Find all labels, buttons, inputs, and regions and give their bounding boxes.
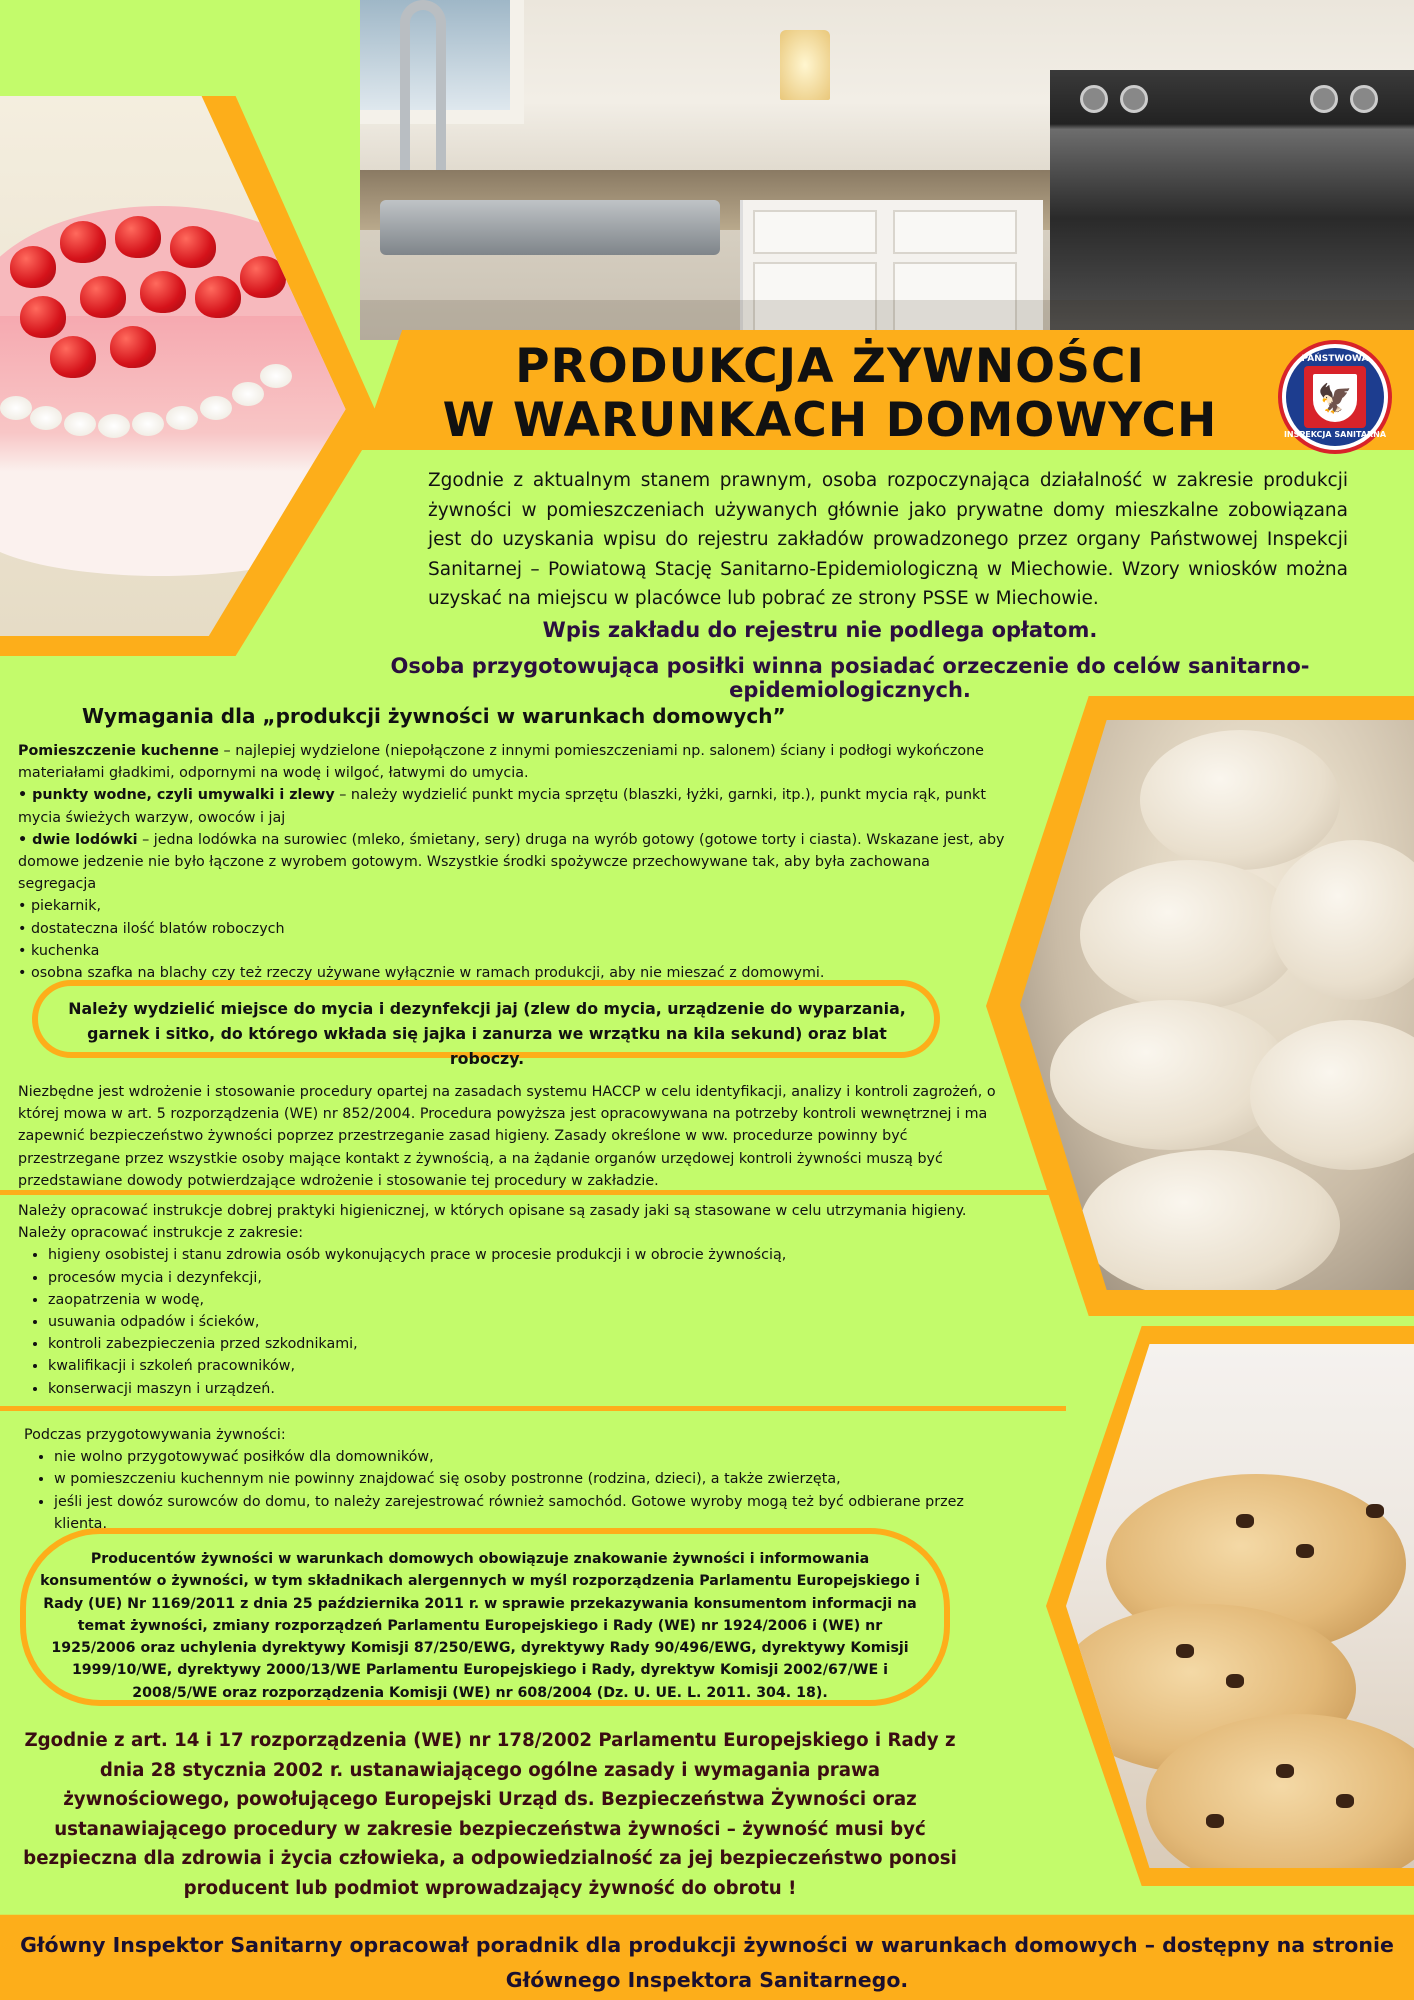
divider — [0, 1406, 1066, 1411]
kitchen-label: Pomieszczenie kuchenne — [18, 743, 219, 759]
water-label: • punkty wodne, czyli umywalki i zlewy — [18, 787, 335, 804]
kitchen-text: – najlepiej wydzielone (niepołączone z innymi pomieszczeniami np. salonem) ściany i podłogi wykończone materiałami gładkimi, odpornymi na wodę i wilgoć, łatwymi do umycia. — [18, 743, 984, 782]
list-item: • osobna szafka na blachy czy też rzeczy używane wyłącznie w ramach produkcji, aby nie mieszać z domowymi. — [18, 965, 825, 982]
water-text: – należy wydzielić punkt mycia sprzętu (blaszki, łyżki, garnki, itp.), punkt mycia rąk, punkt mycia świeżych warzyw, owoców i jaj — [18, 787, 986, 826]
regulation-article: Zgodnie z art. 14 i 17 rozporządzenia (WE) nr 178/2002 Parlamentu Europejskiego i Rady z dnia 28 stycznia 2002 r. ustanawiającego ogólne zasady i wymagania prawa żywnościowego, powołującego Europejski Urząd ds. Bezpieczeństwa Żywności oraz ustanawiającego procedury w zakresie bezpieczeństwa żywności – żywność musi być bezpieczna dla zdrowia i życia człowieka, a odpowiedzialność za jej bezpieczeństwo ponosi producent lub podmiot wprowadzający żywność do obrotu ! — [23, 1730, 957, 1899]
preparation-title: Podczas przygotowywania żywności: — [24, 1427, 286, 1443]
list-item: • usuwania odpadów i ścieków, — [48, 1311, 1008, 1333]
intro-paragraph: Zgodnie z aktualnym stanem prawnym, osoba rozpoczynająca działalność w zakresie produkcji żywności w pomieszczeniach używanych głównie jako prywatne domy mieszkalne zobowiązana jest do uzyskania wpisu do rejestru zakładów prowadzonego przez organy Państwowej Inspekcji Sanitarnej – Powiatową Stację Sanitarno-Epidemiologiczną w Miechowie. Wzory wniosków można uzyskać na miejscu w placówce lub pobrać ze strony PSSE w Miechowie. — [428, 470, 1348, 609]
list-item: • kwalifikacji i szkoleń pracowników, — [48, 1355, 1008, 1377]
list-item: • nie wolno przygotowywać posiłków dla domowników, — [54, 1446, 1014, 1468]
list-item: • piekarnik, — [18, 898, 102, 915]
footer-note: Główny Inspektor Sanitarny opracował poradnik dla produkcji żywności w warunkach domowych – dostępny na stronie Głównego Inspektora Sanitarnego. — [20, 1933, 1394, 1992]
requirements-heading: Wymagania dla „produkcji żywności w warunkach domowych” — [82, 704, 786, 728]
cake-photo — [0, 96, 360, 636]
list-item: • higieny osobistej i stanu zdrowia osób wykonujących prace w procesie produkcji i w obrocie żywnością, — [48, 1244, 1008, 1266]
list-item: • kuchenka — [18, 942, 100, 959]
list-item: • dostateczna ilość blatów roboczych — [18, 920, 285, 937]
logo-bottom-text: INSPEKCJA SANITARNA — [1283, 430, 1387, 439]
fridge-text: – jedna lodówka na surowiec (mleko, śmietany, sery) druga na wyrób gotowy (gotowe torty i ciasta). Wskazane jest, aby domowe jedzenie nie było łączone z wyrobem gotowym. Wszystkie środki spożywcze przechowywane tak, aby była zachowana segregacja — [18, 831, 1005, 893]
kitchen-photo — [360, 0, 1414, 340]
divider — [0, 1190, 1066, 1195]
requirements-list — [18, 740, 1008, 984]
instructions-line-2: Należy opracować instrukcje z zakresie: — [18, 1225, 304, 1242]
instructions-line-1: Należy opracować instrukcje dobrej praktyki higienicznej, w których opisane są zasady jaki są stasowane w celu utrzymania higieny. — [18, 1203, 967, 1219]
egg-disinfection-text: Należy wydzielić miejsce do mycia i dezynfekcji jaj (zlew do mycia, urządzenie do wyparzania, garnek i sitko, do którego wkłada się jajka i zanurza we wrzątku na kila sekund) oraz blat roboczy. — [68, 999, 906, 1068]
preparation-rules — [24, 1424, 1014, 1535]
list-item: • zaopatrzenia w wodę, — [48, 1289, 1008, 1311]
labeling-text: Producentów żywności w warunkach domowych obowiązuje znakowanie żywności i informowania konsumentów o żywności, w tym składnikach alergennych w myśl rozporządzenia Parlamentu Europejskiego i Rady (UE) Nr 1169/2011 z dnia 25 października 2011 r. w sprawie przekazywania konsumentom informacji na temat żywności, zmiany rozporządzeń Parlamentu Europejskiego i Rady (WE) nr 1924/2006 i (WE) nr 1925/2006 oraz uchylenia dyrektywy Komisji 87/250/EWG, dyrektywy Rady 90/496/EWG, dyrektywy Komisji 1999/10/WE, dyrektywy 2000/13/WE Parlamentu Europejskiego i Rady, dyrektyw Komisji 2002/67/WE i 2008/5/WE oraz rozporządzenia Komisji (WE) nr 608/2004 (Dz. U. UE. L. 2011. 304. 18). — [40, 1551, 920, 1701]
title-line-1: PRODUKCJA ŻYWNOŚCI — [515, 339, 1145, 394]
fridge-label: • dwie lodówki — [18, 831, 138, 848]
hygiene-instructions — [18, 1200, 1008, 1400]
list-item: • procesów mycia i dezynfekcji, — [48, 1267, 1008, 1289]
list-item: • w pomieszczeniu kuchennym nie powinny znajdować się osoby postronne (rodzina, dzieci), a także zwierzęta, — [54, 1468, 1014, 1490]
page-title — [380, 340, 1280, 448]
list-item: • konserwacji maszyn i urządzeń. — [48, 1378, 1008, 1400]
polish-eagle-icon: 🦅 — [1313, 374, 1357, 422]
health-certificate-notice: Osoba przygotowująca posiłki winna posiadać orzeczenie do celów sanitarno-epidemiologicznych. — [390, 654, 1310, 702]
haccp-paragraph: Niezbędne jest wdrożenie i stosowanie procedury opartej na zasadach systemu HACCP w celu identyfikacji, analizy i kontroli zagrożeń, o której mowa w art. 5 rozporządzenia (WE) nr 852/2004. Procedura powyższa jest opracowywana na potrzeby kontroli wewnętrznej i ma zapewnić bezpieczeństwo żywności poprzez przestrzeganie zasad higieny. Zasady określone w ww. procedurze powinny być przestrzegane przez wszystkie osoby mające kontakt z żywnością, a na żądanie organów urzędowej kontroli żywności muszą być przedstawiane dowody potwierdzające wdrożenie i stosowanie tej procedury w zakładzie. — [18, 1084, 996, 1189]
fee-notice: Wpis zakładu do rejestru nie podlega opłatom. — [542, 618, 1098, 642]
logo-top-text: PAŃSTWOWA — [1301, 354, 1369, 364]
inspection-logo — [1278, 340, 1392, 454]
title-line-2: W WARUNKACH DOMOWYCH — [442, 393, 1218, 448]
list-item: • kontroli zabezpieczenia przed szkodnikami, — [48, 1333, 1008, 1355]
list-item: • jeśli jest dowóz surowców do domu, to należy zarejestrować również samochód. Gotowe wyroby mogą też być odbierane przez klienta. — [54, 1491, 1014, 1535]
